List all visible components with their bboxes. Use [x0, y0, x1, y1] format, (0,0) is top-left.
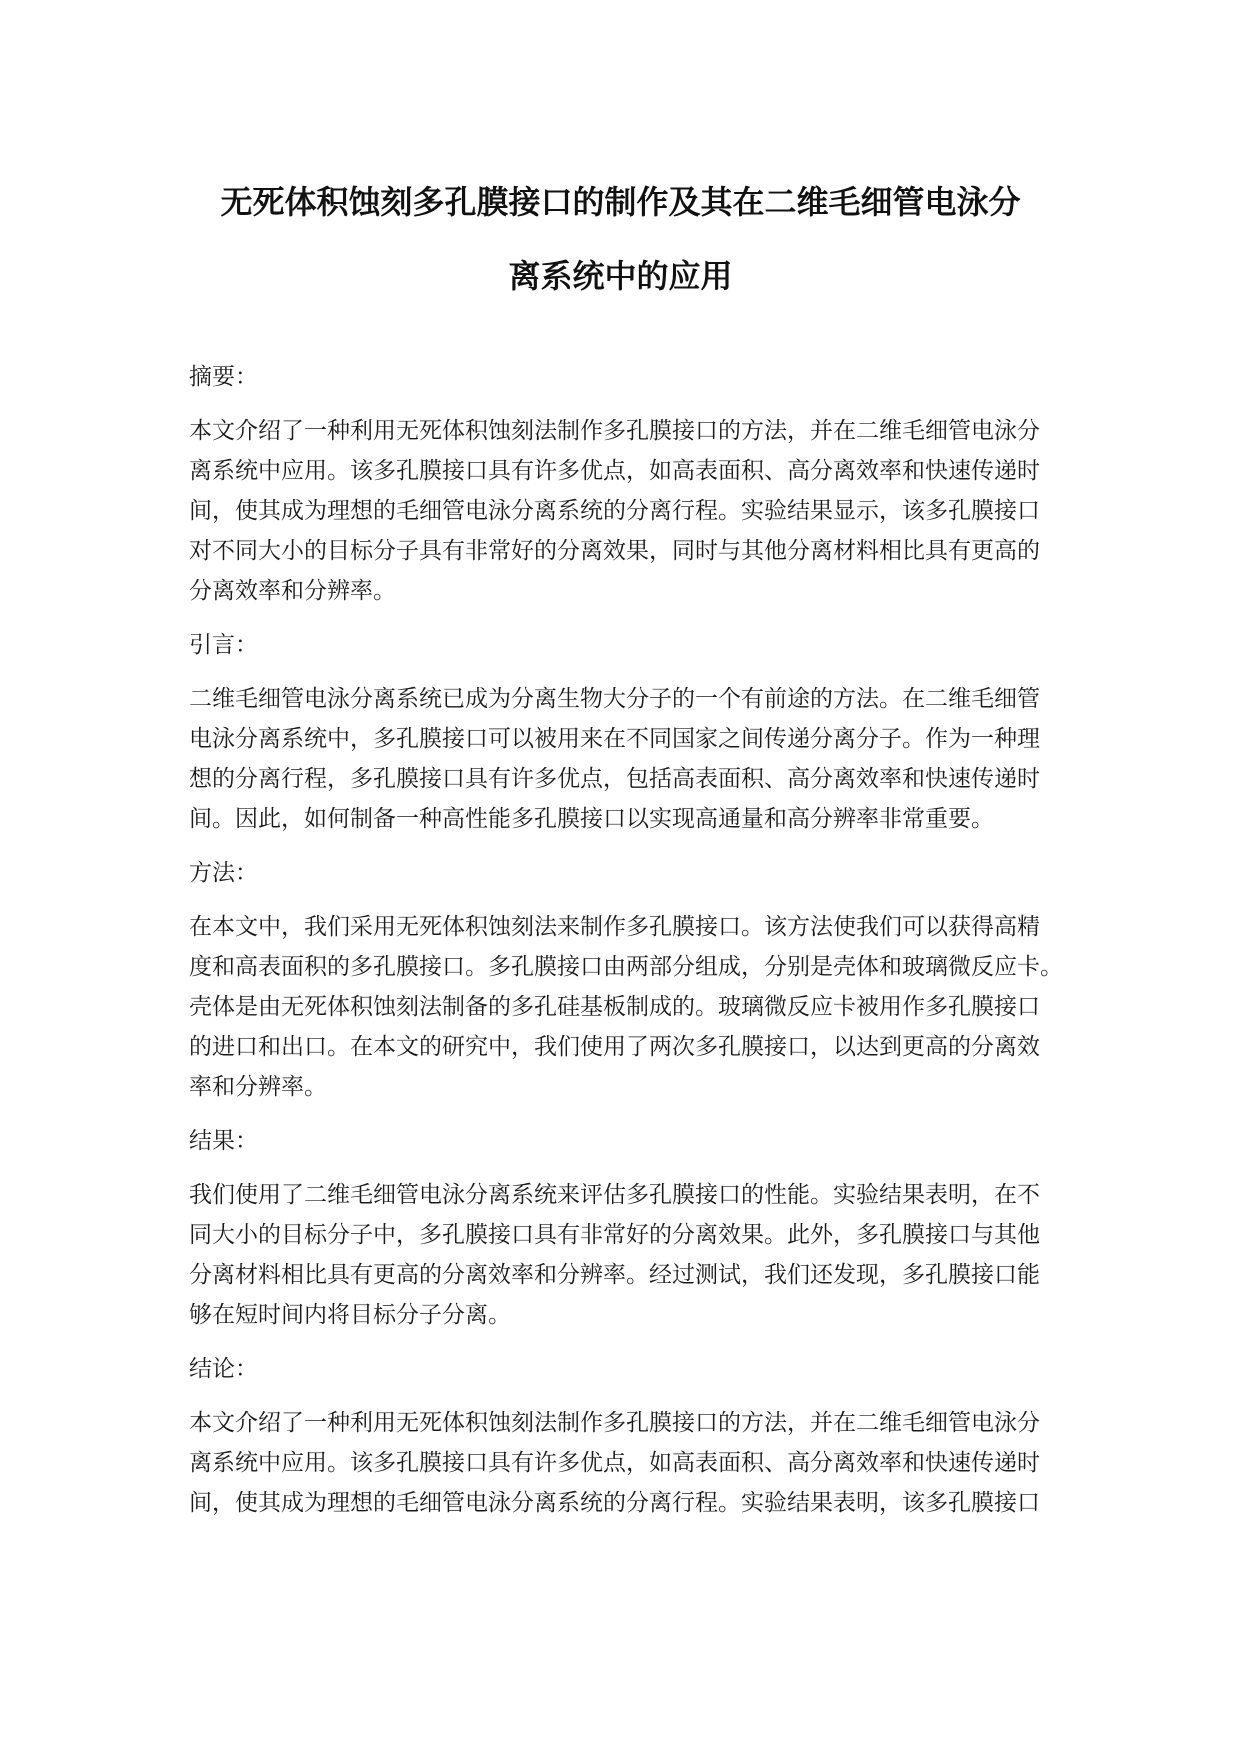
- paragraph-line: 二维毛细管电泳分离系统已成为分离生物大分子的一个有前途的方法。在二维毛细管: [189, 686, 1040, 712]
- paragraph-line: 度和高表面积的多孔膜接口。多孔膜接口由两部分组成，分别是壳体和玻璃微反应卡。: [189, 954, 1063, 980]
- section-paragraph: [189, 411, 1051, 611]
- paragraph-line: 想的分离行程，多孔膜接口具有许多优点，包括高表面积、高分离效率和快速传递时: [189, 766, 1040, 792]
- section-paragraph: [189, 907, 1063, 1107]
- paragraph-line: 间，使其成为理想的毛细管电泳分离系统的分离行程。实验结果显示，该多孔膜接口: [189, 498, 1040, 524]
- paragraph-line: 本文介绍了一种利用无死体积蚀刻法制作多孔膜接口的方法，并在二维毛细管电泳分: [189, 418, 1040, 444]
- paragraph-line: 够在短时间内将目标分子分离。: [189, 1302, 511, 1328]
- paragraph-line: 同大小的目标分子中，多孔膜接口具有非常好的分离效果。此外，多孔膜接口与其他: [189, 1222, 1040, 1248]
- paragraph-line: 本文介绍了一种利用无死体积蚀刻法制作多孔膜接口的方法，并在二维毛细管电泳分: [189, 1410, 1040, 1436]
- section-paragraph: [189, 1175, 1051, 1335]
- section-heading: 结论：: [189, 1356, 258, 1382]
- paragraph-line: 电泳分离系统中，多孔膜接口可以被用来在不同国家之间传递分离分子。作为一种理: [189, 726, 1040, 752]
- section-heading: 引言：: [189, 632, 258, 658]
- section-heading: 摘要：: [189, 364, 258, 390]
- paragraph-line: 我们使用了二维毛细管电泳分离系统来评估多孔膜接口的性能。实验结果表明，在不: [189, 1182, 1040, 1208]
- document-title-line-1: 无死体积蚀刻多孔膜接口的制作及其在二维毛细管电泳分: [220, 183, 1021, 221]
- paragraph-line: 率和分辨率。: [189, 1074, 327, 1100]
- section-heading: 方法：: [189, 860, 258, 886]
- document-body: [189, 357, 1063, 1537]
- paragraph-line: 分离效率和分辨率。: [189, 578, 396, 604]
- section-paragraph: [189, 679, 1051, 839]
- paragraph-line: 离系统中应用。该多孔膜接口具有许多优点，如高表面积、高分离效率和快速传递时: [189, 458, 1040, 484]
- paragraph-line: 在本文中，我们采用无死体积蚀刻法来制作多孔膜接口。该方法使我们可以获得高精: [189, 914, 1040, 940]
- section-heading: 结果：: [189, 1128, 258, 1154]
- paragraph-line: 间，使其成为理想的毛细管电泳分离系统的分离行程。实验结果表明，该多孔膜接口: [189, 1490, 1040, 1516]
- paragraph-line: 的进口和出口。在本文的研究中，我们使用了两次多孔膜接口，以达到更高的分离效: [189, 1034, 1040, 1060]
- paragraph-line: 壳体是由无死体积蚀刻法制备的多孔硅基板制成的。玻璃微反应卡被用作多孔膜接口: [189, 994, 1040, 1020]
- document-title-line-2: 离系统中的应用: [508, 257, 733, 295]
- paragraph-line: 分离材料相比具有更高的分离效率和分辨率。经过测试，我们还发现，多孔膜接口能: [189, 1262, 1040, 1288]
- paragraph-line: 离系统中应用。该多孔膜接口具有许多优点，如高表面积、高分离效率和快速传递时: [189, 1450, 1040, 1476]
- paragraph-line: 对不同大小的目标分子具有非常好的分离效果，同时与其他分离材料相比具有更高的: [189, 538, 1040, 564]
- section-paragraph: [189, 1403, 1051, 1523]
- paragraph-line: 间。因此，如何制备一种高性能多孔膜接口以实现高通量和高分辨率非常重要。: [189, 806, 994, 832]
